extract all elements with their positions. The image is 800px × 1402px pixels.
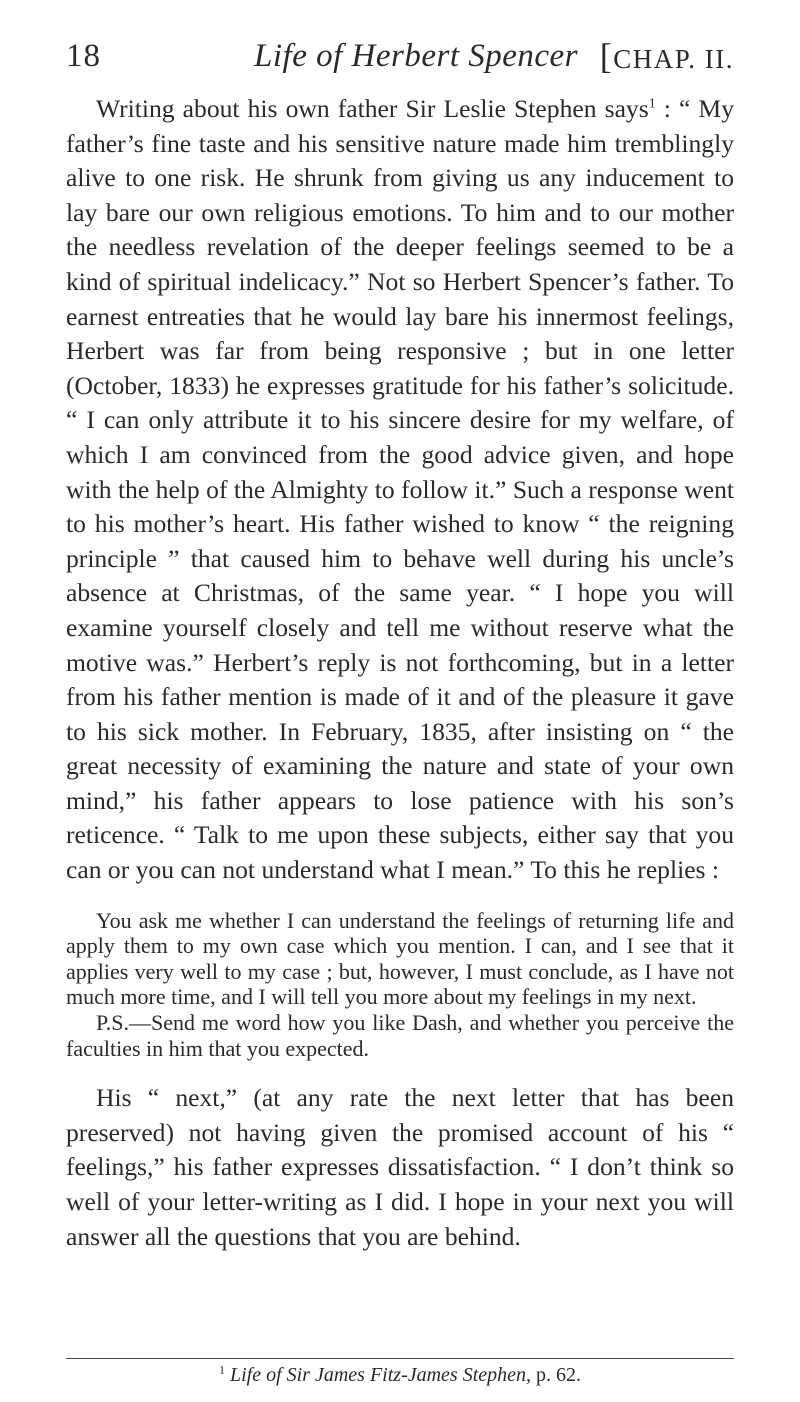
closing-paragraph: His “ next,” (at any rate the next letter that has been preserved) not having given the promised account of his “ feelings,” his father expresses dissatisfaction. “ I don’t think so well of your letter-writing as I did. I hope in your next you will answer all the questions that you are behind.: [66, 1083, 734, 1251]
footnote-page-ref: p. 62.: [531, 1364, 582, 1386]
footnote-divider: [66, 1358, 734, 1359]
footnote-source-title: Life of Sir James Fitz-James Stephen,: [229, 1364, 532, 1386]
paragraph-text: Writing about his own father Sir Leslie Stephen says: [96, 94, 649, 123]
footnote-reference: 1: [648, 96, 656, 112]
paragraph-text-continued: : “ My father’s fine taste and his sensitive nature made him tremblingly alive to one risk. He shrunk from giving us any inducement to lay bare our own religious emotions. To him and to our mother the needless revelation of the deeper feelings seemed to be a kind of spiritual indelicacy.” Not so Herbert Spencer’s father. To earnest entreaties that he would lay bare his innermost feelings, Herbert was far from being responsive ; but in one letter (October, 1833) he expresses gratitude for his father’s solicitude. “ I can only attribute it to his sincere desire for my welfare, of which I am convinced from the good advice given, and hope with the help of the Almighty to follow it.” Such a response went to his mother’s heart. His father wished to know “ the reigning principle ” that caused him to behave well during his uncle’s absence at Christmas, of the same year. “ I hope you will examine yourself closely and tell me without reserve what the motive was.” Herbert’s reply is not forthcoming, but in a letter from his father mention is made of it and of the pleasure it gave to his sick mother. In February, 1835, after insisting on “ the great necessity of examining the nature and state of your own mind,” his father appears to lose patience with his son’s reticence. “ Talk to me upon these subjects, either say that you can or you can not understand what I mean.” To this he replies :: [66, 94, 734, 885]
running-title: Life of Herbert Spencer: [254, 38, 579, 74]
paragraph: [66, 92, 734, 888]
running-header: [66, 30, 734, 82]
page-number: 18: [66, 38, 101, 74]
chapter-label: [600, 30, 734, 85]
letter-quote: [66, 908, 734, 1062]
book-page: [66, 30, 734, 1254]
main-text: [66, 92, 734, 888]
chapter-number: CHAP. II.: [613, 44, 734, 74]
footnote: [66, 1362, 734, 1388]
chapter-bracket: [: [599, 36, 614, 76]
letter-body: You ask me whether I can understand the feelings of returning life and apply them to my own case which you mention. I can, and I see that it applies very well to my case ; but, however, I must conclude, as I have not much more time, and I will tell you more about my feelings in my next.: [66, 907, 734, 1010]
footnote-mark: 1: [218, 1362, 225, 1377]
letter-postscript: P.S.—Send me word how you like Dash, and whether you perceive the faculties in him that you expected.: [66, 1010, 734, 1061]
main-text-continued: [66, 1081, 734, 1254]
